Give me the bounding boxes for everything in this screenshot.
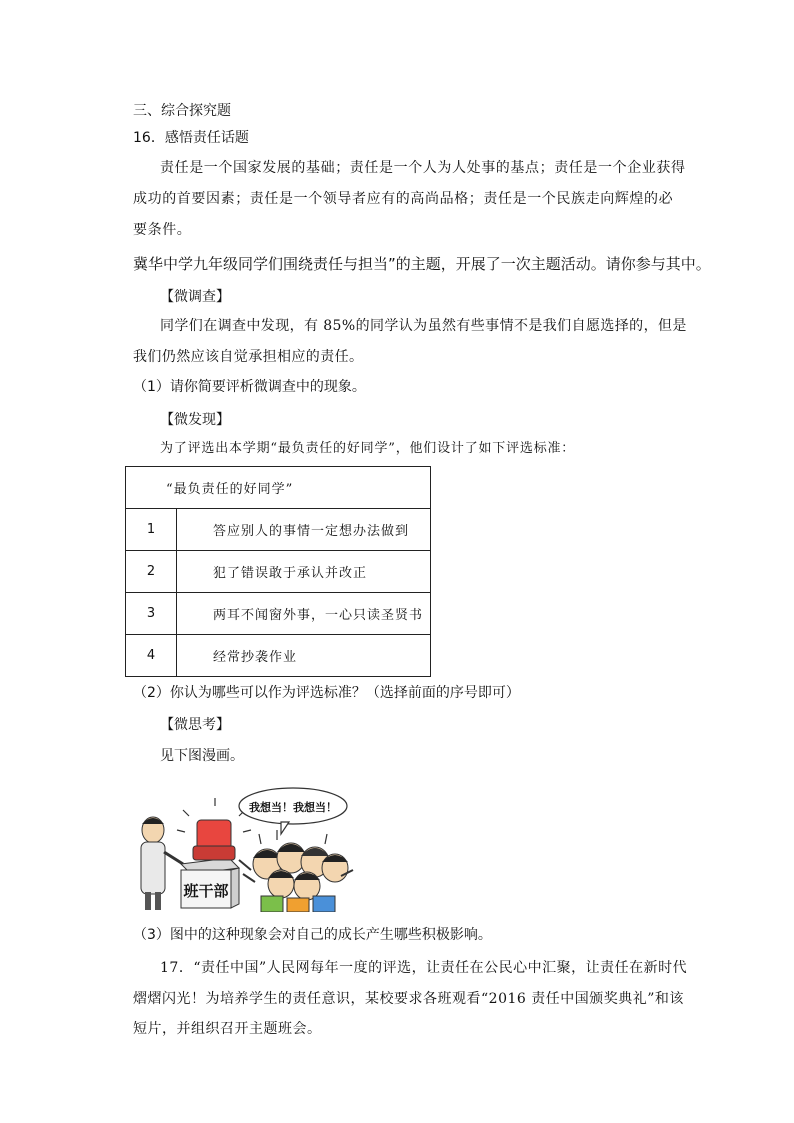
table-header: “最负责任的好同学” — [126, 467, 431, 509]
row-text: 答应别人的事情一定想办法做到 — [177, 509, 431, 551]
sub-question-1: （1）请你简要评析微调查中的现象。 — [133, 379, 366, 395]
question-17-line-2: 熠熠闪光！为培养学生的责任意识，某校要求各班观看“2016 责任中国颁奖典礼”和该 — [133, 991, 684, 1007]
criteria-table — [125, 466, 431, 677]
thinking-intro: 见下图漫画。 — [160, 748, 244, 764]
discovery-intro: 为了评选出本学期“最负责任的好同学”，他们设计了如下评选标准： — [160, 441, 576, 456]
row-text: 两耳不闻窗外事，一心只读圣贤书 — [177, 593, 431, 635]
intro-line-2: 成功的首要因素；责任是一个领导者应有的高尚品格；责任是一个民族走向辉煌的必 — [133, 191, 674, 207]
row-text: 犯了错误敢于承认并改正 — [177, 551, 431, 593]
thinking-heading: 【微思考】 — [160, 717, 230, 733]
row-number: 2 — [126, 551, 177, 593]
question-16-title: 16．感悟责任话题 — [133, 130, 249, 146]
table-row — [126, 635, 431, 677]
row-number: 3 — [126, 593, 177, 635]
discovery-heading: 【微发现】 — [160, 412, 230, 428]
table-row — [126, 551, 431, 593]
box-label: 班干部 — [183, 882, 229, 900]
activity-statement: 冀华中学九年级同学们围绕责任与担当”的主题，开展了一次主题活动。请你参与其中。 — [133, 255, 711, 273]
row-text: 经常抄袭作业 — [177, 635, 431, 677]
row-number: 4 — [126, 635, 177, 677]
intro-line-1: 责任是一个国家发展的基础；责任是一个人为人处事的基点；责任是一个企业获得 — [160, 160, 686, 176]
cartoon-image — [131, 772, 355, 912]
speech-text: 我想当！我想当！ — [249, 801, 337, 814]
table-row — [126, 509, 431, 551]
survey-heading: 【微调查】 — [160, 289, 230, 305]
sub-question-3: （3）图中的这种现象会对自己的成长产生哪些积极影响。 — [133, 927, 492, 943]
table-row — [126, 593, 431, 635]
row-number: 1 — [126, 509, 177, 551]
survey-line-1: 同学们在调查中发现，有 85%的同学认为虽然有些事情不是我们自愿选择的，但是 — [160, 318, 687, 334]
question-17-line-3: 短片，并组织召开主题班会。 — [133, 1021, 322, 1037]
question-17-line-1: 17．“责任中国”人民网每年一度的评选，让责任在公民心中汇聚，让责任在新时代 — [160, 960, 688, 976]
intro-line-3: 要条件。 — [133, 222, 192, 238]
section-title: 三、综合探究题 — [133, 103, 231, 119]
survey-line-2: 我们仍然应该自觉承担相应的责任。 — [133, 349, 364, 365]
sub-question-2: （2）你认为哪些可以作为评选标准？（选择前面的序号即可） — [133, 685, 520, 701]
table-header-row — [126, 467, 431, 509]
